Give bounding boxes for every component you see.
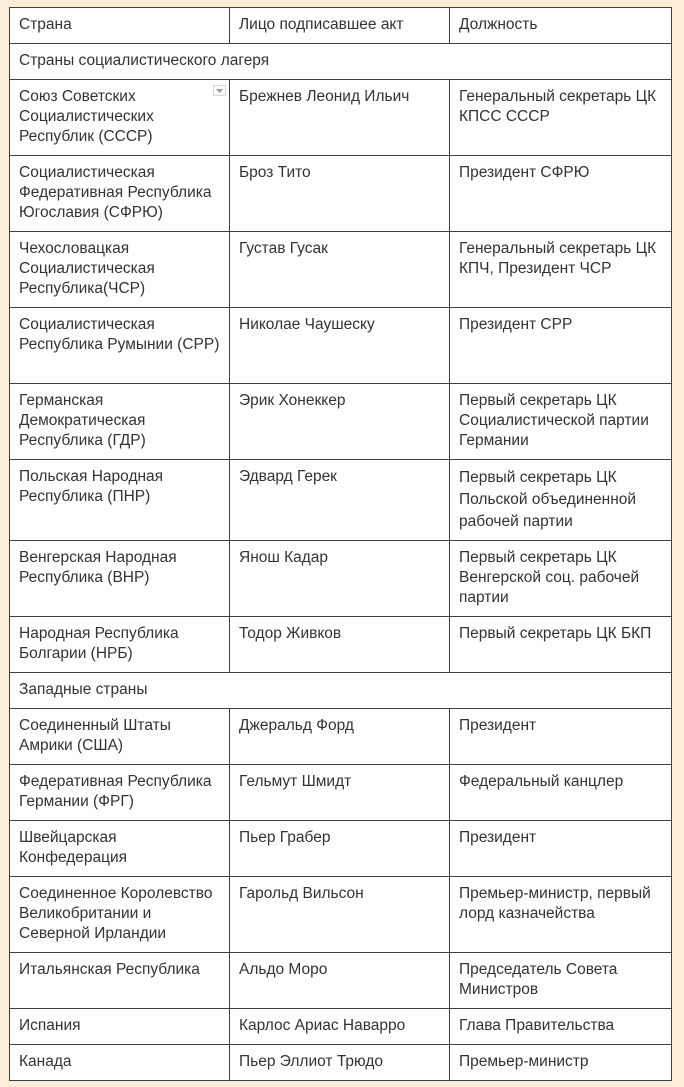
table-row [10, 709, 672, 765]
signatory-cell: Янош Кадар [230, 541, 450, 617]
table-row [10, 384, 672, 460]
section-title-socialist: Страны социалистического лагеря [10, 44, 672, 80]
position-cell: Премьер-министр [450, 1045, 672, 1081]
signatory-cell: Джеральд Форд [230, 709, 450, 765]
country-cell: Социалистическая Республика Румынии (СРР) [10, 308, 230, 384]
table-row [10, 541, 672, 617]
signatory-cell: Броз Тито [230, 156, 450, 232]
position-cell: Генеральный секретарь ЦК КПЧ, Президент ЧСР [450, 232, 672, 308]
country-cell: Чехословацкая Социалистическая Республика(ЧСР) [10, 232, 230, 308]
position-cell: Председатель Совета Министров [450, 953, 672, 1009]
position-cell: Глава Правительства [450, 1009, 672, 1045]
table-row [10, 765, 672, 821]
position-cell: Президент СРР [450, 308, 672, 384]
country-cell: Канада [10, 1045, 230, 1081]
position-cell: Президент СФРЮ [450, 156, 672, 232]
table-row [10, 1045, 672, 1081]
position-cell: Первый секретарь ЦК БКП [450, 617, 672, 673]
table-row [10, 953, 672, 1009]
table-row [10, 308, 672, 384]
position-cell: Первый секретарь ЦК Польской объединенной рабочей партии [450, 460, 672, 541]
section-title-western: Западные страны [10, 673, 672, 709]
country-text: Союз Советских Социалистических Республик (СССР) [19, 88, 154, 145]
country-cell: Швейцарская Конфедерация [10, 821, 230, 877]
signatory-cell: Гельмут Шмидт [230, 765, 450, 821]
signatory-cell: Пьер Грабер [230, 821, 450, 877]
signatories-table [9, 7, 672, 1081]
table-row [10, 617, 672, 673]
position-cell: Президент [450, 821, 672, 877]
header-position: Должность [450, 8, 672, 44]
section-row [10, 673, 672, 709]
signatory-cell: Эдвард Герек [230, 460, 450, 541]
country-cell[interactable] [10, 80, 230, 156]
chevron-down-icon[interactable] [213, 85, 226, 96]
header-country: Страна [10, 8, 230, 44]
country-cell: Итальянская Республика [10, 953, 230, 1009]
signatory-cell: Гарольд Вильсон [230, 877, 450, 953]
country-cell: Соединенное Королевство Великобритании и Северной Ирландии [10, 877, 230, 953]
country-cell: Венгерская Народная Республика (ВНР) [10, 541, 230, 617]
country-cell: Соединенный Штаты Амрики (США) [10, 709, 230, 765]
table-row [10, 80, 672, 156]
position-cell: Первый секретарь ЦК Венгерской соц. рабочей партии [450, 541, 672, 617]
signatory-cell: Николае Чаушеску [230, 308, 450, 384]
table-row [10, 821, 672, 877]
signatory-cell: Эрик Хонеккер [230, 384, 450, 460]
position-cell: Президент [450, 709, 672, 765]
header-signatory: Лицо подписавшее акт [230, 8, 450, 44]
table-row [10, 232, 672, 308]
table-row [10, 1009, 672, 1045]
country-cell: Социалистическая Федеративная Республика Югославия (СФРЮ) [10, 156, 230, 232]
signatory-cell: Тодор Живков [230, 617, 450, 673]
table-row [10, 156, 672, 232]
header-row [10, 8, 672, 44]
country-cell: Польская Народная Республика (ПНР) [10, 460, 230, 541]
signatory-cell: Пьер Эллиот Трюдо [230, 1045, 450, 1081]
signatory-cell: Густав Гусак [230, 232, 450, 308]
signatories-table-container [9, 7, 671, 1081]
position-cell: Федеральный канцлер [450, 765, 672, 821]
country-cell: Народная Республика Болгарии (НРБ) [10, 617, 230, 673]
country-cell: Федеративная Республика Германии (ФРГ) [10, 765, 230, 821]
position-cell: Первый секретарь ЦК Социалистической партии Германии [450, 384, 672, 460]
position-cell: Премьер-министр, первый лорд казначейства [450, 877, 672, 953]
table-row [10, 460, 672, 541]
section-row [10, 44, 672, 80]
signatory-cell: Карлос Ариас Наварро [230, 1009, 450, 1045]
signatory-cell: Брежнев Леонид Ильич [230, 80, 450, 156]
table-row [10, 877, 672, 953]
country-cell: Испания [10, 1009, 230, 1045]
signatory-cell: Альдо Моро [230, 953, 450, 1009]
country-cell: Германская Демократическая Республика (ГДР) [10, 384, 230, 460]
position-cell: Генеральный секретарь ЦК КПСС СССР [450, 80, 672, 156]
